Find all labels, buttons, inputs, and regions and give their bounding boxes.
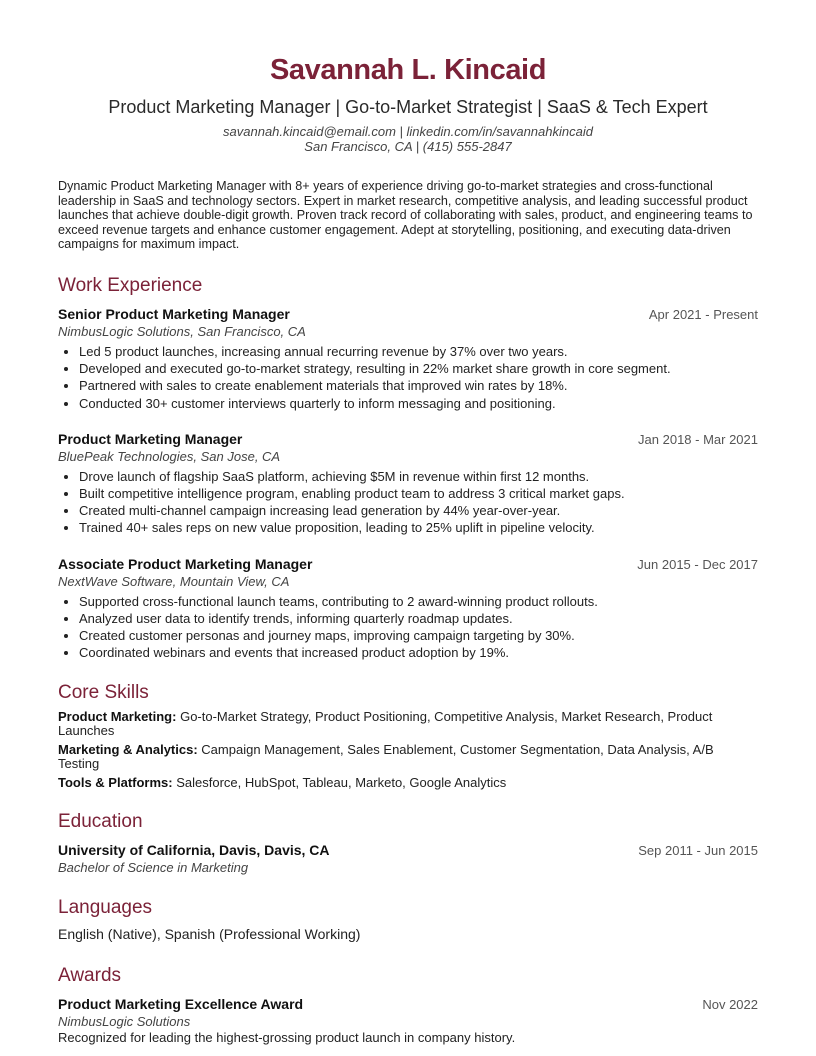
section-title-education: Education [58, 811, 143, 833]
awards-section [0, 964, 816, 1045]
job-bullet: • Created customer personas and journey maps, improving campaign targeting by 30%. [79, 627, 758, 644]
job-bullet: • Conducted 30+ customer interviews quarterly to inform messaging and positioning. [79, 395, 758, 412]
job-dates: Jun 2015 - Dec 2017 [637, 556, 758, 572]
skills-section [0, 681, 816, 790]
award-entry [58, 996, 758, 1045]
job-entry [58, 556, 758, 662]
skill-row [58, 776, 758, 790]
job-company: NimbusLogic Solutions, San Francisco, CA [58, 323, 306, 339]
skill-list: Campaign Management, Sales Enablement, Customer Segmentation, Data Analysis, A/B Testing [58, 742, 714, 772]
skill-row [58, 710, 758, 738]
job-bullet: • Created multi-channel campaign increasing lead generation by 44% year-over-year. [79, 502, 758, 519]
job-company: NextWave Software, Mountain View, CA [58, 573, 290, 589]
job-entry [58, 431, 758, 537]
job-bullet: • Built competitive intelligence program, enabling product team to address 3 critical market gaps. [79, 485, 758, 502]
job-bullets [58, 343, 758, 412]
skill-category: Marketing & Analytics: [58, 742, 198, 758]
candidate-name: Savannah L. Kincaid [269, 54, 547, 86]
job-title: Senior Product Marketing Manager [58, 305, 290, 322]
experience-section [0, 274, 816, 661]
skill-list: Salesforce, HubSpot, Tableau, Marketo, Google Analytics [176, 775, 507, 791]
languages-section [0, 896, 816, 942]
job-title: Product Marketing Manager [58, 430, 243, 447]
job-dates: Apr 2021 - Present [648, 306, 758, 322]
languages-list: English (Native), Spanish (Professional Working) [58, 926, 361, 943]
job-bullet: • Trained 40+ sales reps on new value proposition, leading to 25% uplift in pipeline velocity. [79, 519, 758, 536]
section-title-awards: Awards [58, 965, 122, 987]
contact-line-location-phone: San Francisco, CA | (415) 555-2847 [304, 139, 512, 154]
award-name: Product Marketing Excellence Award [58, 996, 304, 1013]
section-title-skills: Core Skills [58, 682, 149, 704]
job-company: BluePeak Technologies, San Jose, CA [58, 448, 281, 464]
section-title-experience: Work Experience [58, 274, 203, 296]
job-bullets [58, 468, 758, 537]
award-date: Nov 2022 [702, 997, 758, 1013]
job-dates: Jan 2018 - Mar 2021 [638, 431, 758, 447]
section-title-languages: Languages [58, 897, 153, 919]
resume-header [0, 0, 816, 154]
job-bullet: • Led 5 product launches, increasing annual recurring revenue by 37% over two years. [79, 343, 758, 360]
job-title: Associate Product Marketing Manager [58, 555, 313, 572]
headline: Product Marketing Manager | Go-to-Market Strategist | SaaS & Tech Expert [108, 97, 708, 117]
skill-category: Product Marketing: [58, 709, 177, 725]
job-bullet: • Drove launch of flagship SaaS platform, achieving $5M in revenue within first 12 months. [79, 468, 758, 485]
job-bullet: • Coordinated webinars and events that increased product adoption by 19%. [79, 644, 758, 661]
contact-line-email-linkedin: savannah.kincaid@email.com | linkedin.com/in/savannahkincaid [223, 124, 593, 139]
skill-category: Tools & Platforms: [58, 775, 173, 791]
degree: Bachelor of Science in Marketing [58, 860, 249, 876]
job-bullet: • Developed and executed go-to-market strategy, resulting in 22% market share growth in core segment. [79, 360, 758, 377]
job-bullet: • Analyzed user data to identify trends, informing quarterly roadmap updates. [79, 610, 758, 627]
school-name: University of California, Davis, Davis, CA [58, 842, 330, 859]
job-bullet: • Supported cross-functional launch teams, contributing to 2 award-winning product rollouts. [79, 593, 758, 610]
job-bullet: • Partnered with sales to create enablement materials that improved win rates by 18%. [79, 377, 758, 394]
job-bullets [58, 593, 758, 662]
skill-list: Go-to-Market Strategy, Product Positioning, Competitive Analysis, Market Research, Product Launches [58, 709, 713, 739]
award-description: Recognized for leading the highest-grossing product launch in company history. [58, 1030, 516, 1046]
job-entry [58, 306, 758, 412]
professional-summary: Dynamic Product Marketing Manager with 8+ years of experience driving go-to-market strategies and cross-functional leadership in SaaS and technology sectors. Expert in market research, competitive analysis, and leading successful product launches that achieve double-digit growth. Proven track record of collaborating with sales, product, and engineering teams to exceed revenue targets and enhance customer engagement. Adept at storytelling, positioning, and executing data-driven campaigns for maximum impact. [58, 179, 753, 252]
education-dates: Sep 2011 - Jun 2015 [638, 843, 758, 859]
education-entry [58, 842, 758, 876]
skill-row [58, 743, 758, 771]
award-organization: NimbusLogic Solutions [58, 1014, 191, 1030]
contact-info [0, 124, 816, 154]
education-section [0, 810, 816, 876]
